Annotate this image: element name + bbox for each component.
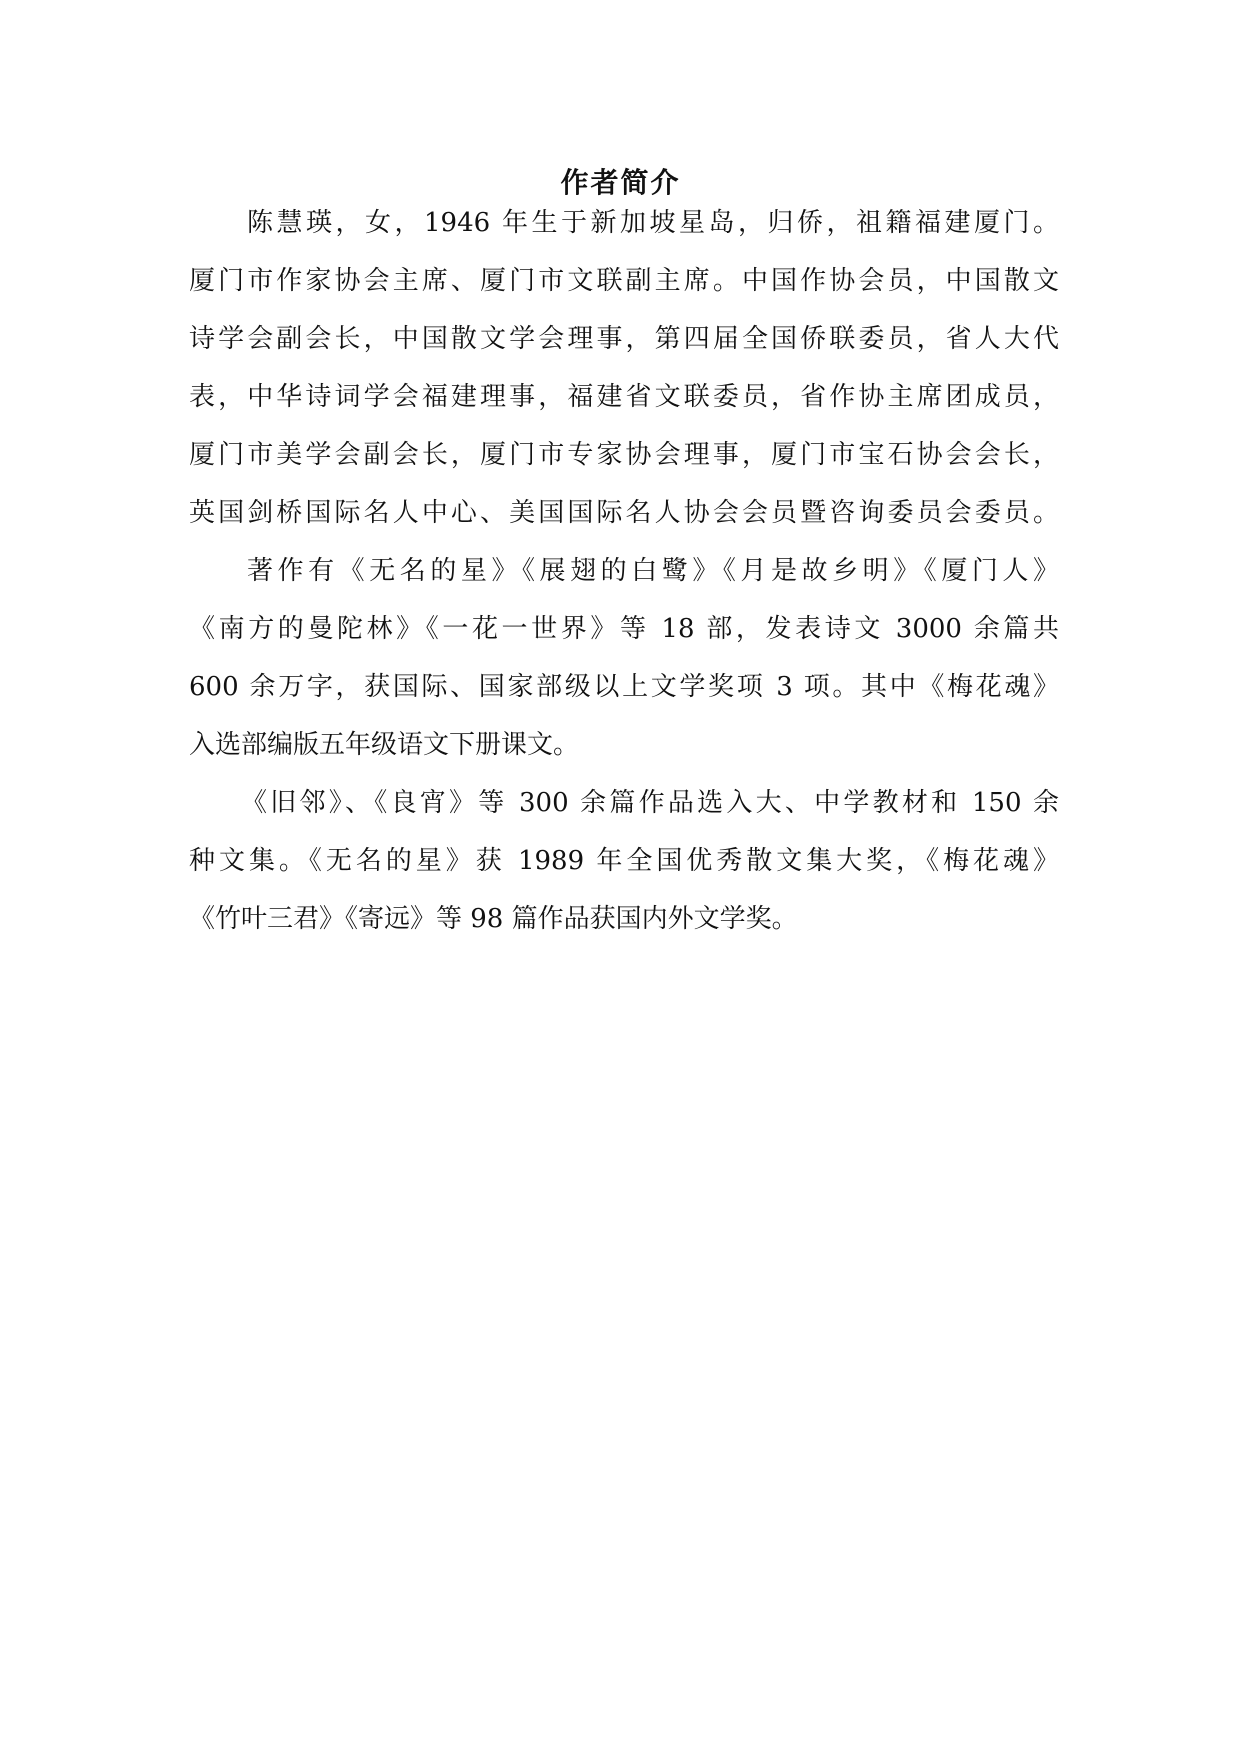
text-line: 诗学会副会长，中国散文学会理事，第四届全国侨联委员，省人大代 [189, 324, 1059, 354]
text-line: 《南方的曼陀林》《一花一世界》等 18 部，发表诗文 3000 余篇共 [189, 614, 1059, 644]
text-line: 《旧邻》、《良宵》等 300 余篇作品选入大、中学教材和 150 余 [241, 788, 1059, 818]
text-line: 厦门市美学会副会长，厦门市专家协会理事，厦门市宝石协会会长， [189, 440, 1059, 470]
text-line: 厦门市作家协会主席、厦门市文联副主席。中国作协会员，中国散文 [189, 266, 1059, 296]
text-line: 表，中华诗词学会福建理事，福建省文联委员，省作协主席团成员， [189, 382, 1059, 412]
text-line: 《竹叶三君》《寄远》等 98 篇作品获国内外文学奖。 [189, 904, 798, 934]
text-line: 600 余万字，获国际、国家部级以上文学奖项 3 项。其中《梅花魂》 [189, 672, 1059, 702]
text-line: 著作有《无名的星》《展翅的白鹭》《月是故乡明》《厦门人》 [247, 556, 1059, 586]
page-title: 作者简介 [560, 166, 681, 199]
text-line: 英国剑桥国际名人中心、美国国际名人协会会员暨咨询委员会委员。 [189, 498, 1059, 528]
text-line: 种文集。《无名的星》获 1989 年全国优秀散文集大奖，《梅花魂》 [189, 846, 1059, 876]
text-line: 陈慧瑛，女，1946 年生于新加坡星岛，归侨，祖籍福建厦门。 [247, 208, 1059, 238]
text-line: 入选部编版五年级语文下册课文。 [189, 730, 580, 760]
